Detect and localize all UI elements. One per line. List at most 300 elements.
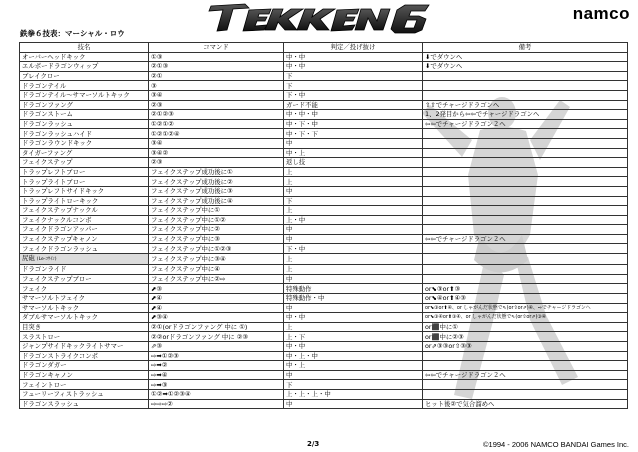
move-name-cell-text: 目突き: [22, 323, 42, 332]
note-cell: [423, 322, 628, 332]
move-name-cell: [20, 380, 149, 390]
note-cell: [423, 332, 628, 342]
note-cell: [423, 110, 628, 120]
move-name-cell: [20, 342, 149, 352]
move-name-cell-text: フェイクナックルコンボ: [22, 215, 92, 224]
table-row: [20, 196, 628, 206]
move-name-cell-text: ドラゴンテイル: [22, 81, 67, 90]
note-cell: [423, 370, 628, 380]
note-cell: [423, 351, 628, 361]
command-cell-text: ①②➡①②③④: [151, 390, 191, 399]
note-cell: [423, 129, 628, 139]
move-name-cell-text: フェイクステップナックル: [22, 206, 98, 215]
table-row: [20, 148, 628, 158]
move-name-cell-text: タイガーファング: [22, 148, 73, 157]
move-name-cell-text: トラップライトローキック: [22, 196, 99, 205]
judge-cell-text: 中: [286, 139, 293, 148]
note-cell: [423, 284, 628, 294]
command-cell: [149, 351, 284, 361]
judge-cell: [284, 158, 423, 168]
judge-cell: [284, 351, 423, 361]
note-cell: [423, 148, 628, 158]
move-name-cell: [20, 129, 149, 139]
judge-cell: [284, 110, 423, 120]
table-row: [20, 380, 628, 390]
judge-cell: [284, 274, 423, 284]
note-cell: [423, 274, 628, 284]
command-cell: [149, 81, 284, 91]
judge-cell: [284, 284, 423, 294]
page-title: 鉄拳６技表：マーシャル・ロウ: [20, 29, 125, 38]
move-name-cell-text: ドラゴンキャノン: [22, 370, 73, 379]
judge-cell: [284, 361, 423, 371]
judge-cell-text: 上: [286, 265, 293, 274]
table-row: [20, 158, 628, 168]
move-name-cell-text: ジャンプサイドキックライトサマー: [22, 342, 124, 351]
judge-cell: [284, 303, 423, 313]
move-name-cell: [20, 110, 149, 120]
judge-cell: [284, 215, 423, 225]
move-name-cell: [20, 215, 149, 225]
move-name-cell: [20, 52, 149, 62]
command-cell: [149, 303, 284, 313]
note-cell: [423, 294, 628, 304]
command-cell: [149, 119, 284, 129]
command-cell-text: ③: [151, 81, 157, 90]
move-name-cell: [20, 284, 149, 294]
move-name-cell: [20, 196, 149, 206]
move-name-cell: [20, 119, 149, 129]
command-cell: [149, 148, 284, 158]
table-row: [20, 177, 628, 187]
note-cell: [423, 254, 628, 265]
command-cell: [149, 342, 284, 352]
judge-cell: [284, 71, 423, 81]
table-row: [20, 186, 628, 196]
command-cell-text: ②③: [151, 100, 163, 109]
note-cell: [423, 380, 628, 390]
note-cell: [423, 81, 628, 91]
move-name-cell: [20, 81, 149, 91]
note-cell-text: ⬇でダウンへ: [425, 62, 463, 71]
judge-cell-text: 下・中: [286, 244, 306, 253]
command-cell-text: ①②①②: [151, 119, 174, 128]
note-cell-text: 1、2発目から⇦⇦でチャージドラゴンへ: [425, 110, 540, 119]
judge-cell-text: 上・中: [286, 215, 306, 224]
move-name-cell: [20, 167, 149, 177]
note-cell: [423, 303, 628, 313]
table-row: [20, 206, 628, 216]
table-header-row: [20, 43, 628, 53]
note-cell: [423, 265, 628, 275]
command-cell: [149, 322, 284, 332]
judge-cell: [284, 129, 423, 139]
move-name-cell-text: フェイクステップブロー: [22, 275, 92, 284]
judge-cell-text: 上: [286, 255, 293, 264]
namco-logo: namco: [572, 4, 630, 23]
table-row: [20, 370, 628, 380]
note-cell: [423, 399, 628, 409]
judge-cell-text: 中・中: [286, 342, 306, 351]
move-name-cell-text: サマーソルトフェイク: [22, 294, 86, 303]
table-row: [20, 225, 628, 235]
note-cell: [423, 225, 628, 235]
note-cell: [423, 196, 628, 206]
command-cell-text: フェイクステップ中に③④: [151, 255, 226, 264]
command-cell-text: ⇨➡④: [151, 370, 168, 379]
table-row: [20, 342, 628, 352]
move-name-cell-text: エルボードラゴンウィップ: [22, 62, 99, 71]
judge-cell-text: 下: [286, 81, 293, 90]
table-row: [20, 129, 628, 139]
note-cell-text: ⇦⇦でチャージドラゴン２へ: [425, 119, 506, 128]
column-header-name: 技名: [20, 43, 149, 53]
move-name-cell-text: トラップレフトブロー: [22, 167, 86, 176]
table-row: [20, 265, 628, 275]
command-cell-text: ②①②③: [151, 110, 174, 119]
move-name-cell: [20, 322, 149, 332]
command-cell: [149, 186, 284, 196]
command-cell-text: ②③: [151, 158, 163, 167]
judge-cell: [284, 52, 423, 62]
command-cell-text: フェイクステップ中に②: [151, 225, 220, 234]
judge-cell-text: 上: [286, 177, 293, 186]
note-cell-text: or⬊③or⬆④、or しゃがんだ状態で⇖(or⇧or⇗)④、⇨でチャージドラゴンへ: [425, 304, 591, 311]
move-name-cell-text: スラストロー: [22, 332, 61, 341]
judge-cell: [284, 196, 423, 206]
judge-cell-text: 中: [286, 399, 293, 408]
command-cell: [149, 244, 284, 254]
command-cell-text: フェイクステップ中に③: [151, 235, 220, 244]
command-cell: [149, 62, 284, 72]
judge-cell-text: 返し技: [286, 158, 306, 167]
judge-cell: [284, 254, 423, 265]
judge-cell-text: 中・下・下: [286, 129, 318, 138]
note-cell-text: or⬊④or⬆④③: [425, 294, 466, 303]
move-name-cell: [20, 399, 149, 409]
table-row: [20, 313, 628, 323]
note-cell: [423, 313, 628, 323]
move-name-cell: [20, 158, 149, 168]
move-name-cell-text: オーバーヘッドキック: [22, 52, 86, 61]
move-name-cell: [20, 62, 149, 72]
note-cell: [423, 138, 628, 148]
note-cell: [423, 52, 628, 62]
table-row: [20, 138, 628, 148]
command-cell-text: フェイクステップ成功後に④: [151, 196, 233, 205]
column-header-notes: 備考: [423, 43, 628, 53]
command-cell: [149, 294, 284, 304]
command-cell-text: フェイクステップ成功後に②: [151, 177, 233, 186]
command-cell: [149, 167, 284, 177]
table-row: [20, 332, 628, 342]
move-name-cell: [20, 274, 149, 284]
table-row: [20, 90, 628, 100]
table-row: [20, 322, 628, 332]
judge-cell: [284, 206, 423, 216]
move-name-cell-text: ドラゴンストライクコンボ: [22, 351, 99, 360]
judge-cell-text: 中・中・中: [286, 110, 318, 119]
note-cell: [423, 158, 628, 168]
note-cell-text: or⬛中に①: [425, 323, 459, 332]
command-cell: [149, 380, 284, 390]
move-name-cell-text: トラップライトブロー: [22, 177, 86, 186]
command-cell: [149, 313, 284, 323]
move-name-cell-text: フューリーフィストラッシュ: [22, 390, 104, 399]
note-cell-text: ⬇でダウンへ: [425, 52, 463, 61]
judge-cell-text: 特殊動作・中: [286, 294, 325, 303]
judge-cell: [284, 294, 423, 304]
command-cell-text: フェイクステップ成功後に①: [151, 167, 233, 176]
command-cell: [149, 370, 284, 380]
judge-cell-text: 特殊動作: [286, 284, 312, 293]
move-name-cell: [20, 313, 149, 323]
judge-cell: [284, 313, 423, 323]
note-cell: [423, 90, 628, 100]
note-cell: [423, 100, 628, 110]
command-cell-text: ⬈③: [151, 284, 163, 293]
command-cell-text: フェイクステップ中に①: [151, 206, 220, 215]
judge-cell-text: 中: [286, 370, 293, 379]
judge-cell: [284, 322, 423, 332]
command-cell: [149, 284, 284, 294]
note-cell: [423, 342, 628, 352]
command-cell-text: ③④②: [151, 148, 169, 157]
command-cell: [149, 389, 284, 399]
table-row: [20, 361, 628, 371]
command-cell: [149, 225, 284, 235]
note-cell-text: or⬛中に②③: [425, 332, 464, 341]
move-name-cell-text: ブレイクロー: [22, 71, 60, 80]
note-cell-text: or⬊③④or⬆③④、or しゃがんだ状態で⇖(or⇧or⇗)③④: [425, 314, 547, 321]
table-row: [20, 215, 628, 225]
note-cell-text: or⬊③or⬆③: [425, 284, 461, 293]
move-name-cell-text: ドラゴンラウンドキック: [22, 139, 93, 148]
table-row: [20, 351, 628, 361]
table-row: [20, 110, 628, 120]
move-name-cell-text: フェイントロー: [22, 380, 67, 389]
move-name-cell: [20, 370, 149, 380]
judge-cell: [284, 62, 423, 72]
move-name-cell: [20, 138, 149, 148]
judge-cell: [284, 119, 423, 129]
judge-cell: [284, 389, 423, 399]
move-name-cell: [20, 206, 149, 216]
note-cell: [423, 119, 628, 129]
judge-cell-text: 中・中: [286, 52, 306, 61]
judge-cell: [284, 167, 423, 177]
move-name-cell: [20, 234, 149, 244]
move-list-table: [19, 42, 628, 409]
judge-cell-text: 中・中: [286, 62, 306, 71]
move-name-cell-text: フェイクドラゴンラッシュ: [22, 244, 98, 253]
command-cell: [149, 177, 284, 187]
note-cell: [423, 186, 628, 196]
command-cell-text: ⬈④: [151, 294, 163, 303]
judge-cell-text: 中・中: [286, 313, 306, 322]
command-cell: [149, 234, 284, 244]
judge-cell-text: 中: [286, 225, 293, 234]
move-name-cell: [20, 90, 149, 100]
command-cell: [149, 196, 284, 206]
command-cell: [149, 71, 284, 81]
move-name-cell-text: ダブルサマーソルトキック: [22, 313, 99, 322]
judge-cell: [284, 177, 423, 187]
judge-cell-text: 下: [286, 380, 293, 389]
note-cell-text: ⇧⇧でチャージドラゴンへ: [425, 100, 500, 109]
command-cell: [149, 138, 284, 148]
move-name-cell: [20, 244, 149, 254]
command-cell-text: フェイクステップ成功後に③: [151, 187, 233, 196]
judge-cell-text: 中: [286, 275, 293, 284]
move-name-cell: [20, 303, 149, 313]
move-name-cell: [20, 389, 149, 399]
command-cell: [149, 274, 284, 284]
move-name-cell-text: ドラゴンストーム: [22, 110, 73, 119]
note-cell: [423, 206, 628, 216]
note-cell: [423, 215, 628, 225]
note-cell: [423, 62, 628, 72]
judge-cell-text: 中・上・中: [286, 351, 318, 360]
command-cell: [149, 399, 284, 409]
table-row: [20, 81, 628, 91]
command-cell: [149, 158, 284, 168]
judge-cell: [284, 100, 423, 110]
command-cell-text: ③④: [151, 139, 163, 148]
note-cell: [423, 177, 628, 187]
move-name-cell-text: トラップレフトサイドキック: [22, 187, 105, 196]
move-name-cell-text: サマーソルトキック: [22, 303, 80, 312]
judge-cell: [284, 234, 423, 244]
judge-cell-text: 下・中: [286, 91, 306, 100]
command-cell-text: フェイクステップ中に①②③: [151, 244, 232, 253]
table-row: [20, 254, 628, 265]
move-name-cell: [20, 294, 149, 304]
command-cell-text: ⇨➡②: [151, 361, 168, 370]
move-name-cell: [20, 361, 149, 371]
table-row: [20, 119, 628, 129]
note-cell: [423, 244, 628, 254]
move-name-cell-text: ドラゴンファング: [22, 100, 73, 109]
move-name-cell: [20, 254, 149, 265]
judge-cell: [284, 244, 423, 254]
move-name-cell: [20, 71, 149, 81]
note-cell: [423, 361, 628, 371]
command-cell-text: ②①③: [151, 62, 169, 71]
move-name-cell-text: ドラゴンスラッシュ: [22, 399, 80, 408]
command-cell-text: ⬈④: [151, 303, 163, 312]
note-cell-text: or⇗③③or⇧③③: [425, 342, 472, 351]
move-name-cell-text: ドラゴンラッシュハイド: [22, 129, 93, 138]
command-cell-text: ②②orドラゴンファング 中に ②③: [151, 332, 249, 341]
command-cell-text: ①②①②④: [151, 129, 180, 138]
command-cell-text: ⬈③④: [151, 313, 168, 322]
note-cell: [423, 167, 628, 177]
command-cell-text: ②①: [151, 71, 163, 80]
judge-cell: [284, 186, 423, 196]
judge-cell-text: ガード不能: [286, 100, 318, 109]
move-name-cell: [20, 225, 149, 235]
move-name-cell: [20, 186, 149, 196]
judge-cell-text: 中・上: [286, 148, 306, 157]
move-name-cell-text: フェイク: [22, 284, 48, 293]
command-cell: [149, 100, 284, 110]
table-row: [20, 71, 628, 81]
command-cell: [149, 129, 284, 139]
move-name-cell-text: ドラゴンダガー: [22, 361, 67, 370]
table-row: [20, 100, 628, 110]
note-cell: [423, 71, 628, 81]
judge-cell-text: 中・下・中: [286, 119, 318, 128]
command-cell: [149, 215, 284, 225]
judge-cell-text: 上: [286, 323, 293, 332]
note-cell-text: ⇦⇦でチャージドラゴン２へ: [425, 370, 506, 379]
page-number: 2/3: [307, 440, 320, 448]
command-cell-text: フェイクステップ中に①②: [151, 215, 226, 224]
judge-cell: [284, 332, 423, 342]
command-cell: [149, 332, 284, 342]
tekken-logo: [205, 2, 433, 34]
judge-cell-text: 上・上・上・中: [286, 390, 331, 399]
table-row: [20, 244, 628, 254]
command-cell-text: フェイクステップ中に④: [151, 265, 220, 274]
table-row: [20, 399, 628, 409]
copyright-text: ©1994 - 2006 NAMCO BANDAI Games Inc.: [483, 440, 629, 449]
command-cell-text: ⇨➡①②③: [151, 351, 179, 360]
note-cell-text: ヒット後②で気合溜めへ: [425, 399, 495, 408]
command-cell-text: ②①(orドラゴンファング 中に ①): [151, 323, 248, 332]
command-cell-text: ⇨➡③: [151, 380, 168, 389]
move-name-reading: (Le-ｺｳｲﾝ): [36, 257, 57, 263]
move-name-cell-text: ドラゴンラッシュ: [22, 119, 73, 128]
judge-cell-text: 上・下: [286, 332, 306, 341]
table-row: [20, 274, 628, 284]
command-cell: [149, 90, 284, 100]
command-cell: [149, 206, 284, 216]
judge-cell-text: 下: [286, 71, 293, 80]
table-row: [20, 234, 628, 244]
move-name-cell-text: 尻砲: [22, 254, 35, 263]
command-cell-text: ①③: [151, 52, 163, 61]
note-cell-text: ⇦⇦でチャージドラゴン２へ: [425, 235, 506, 244]
move-name-cell-text: フェイクステップ: [22, 158, 73, 167]
table-row: [20, 284, 628, 294]
judge-cell-text: 中・上: [286, 361, 306, 370]
move-name-cell: [20, 148, 149, 158]
table-row: [20, 52, 628, 62]
command-cell: [149, 110, 284, 120]
judge-cell: [284, 370, 423, 380]
judge-cell: [284, 265, 423, 275]
command-cell-text: ③④: [151, 91, 163, 100]
column-header-judge: 判定／投げ抜け: [284, 43, 423, 53]
table-row: [20, 62, 628, 72]
table-row: [20, 303, 628, 313]
command-cell-text: ⇨⇨⇨②: [151, 399, 173, 408]
judge-cell: [284, 342, 423, 352]
command-cell-text: フェイクステップ中に②⇨: [151, 275, 226, 284]
command-cell-text: ⇗③: [151, 342, 163, 351]
judge-cell: [284, 380, 423, 390]
judge-cell: [284, 399, 423, 409]
judge-cell-text: 下: [286, 196, 293, 205]
note-cell: [423, 234, 628, 244]
move-name-cell-text: フェイクステップキャノン: [22, 235, 98, 244]
move-name-cell: [20, 265, 149, 275]
column-header-command: コマンド: [149, 43, 284, 53]
judge-cell: [284, 81, 423, 91]
note-cell: [423, 389, 628, 399]
